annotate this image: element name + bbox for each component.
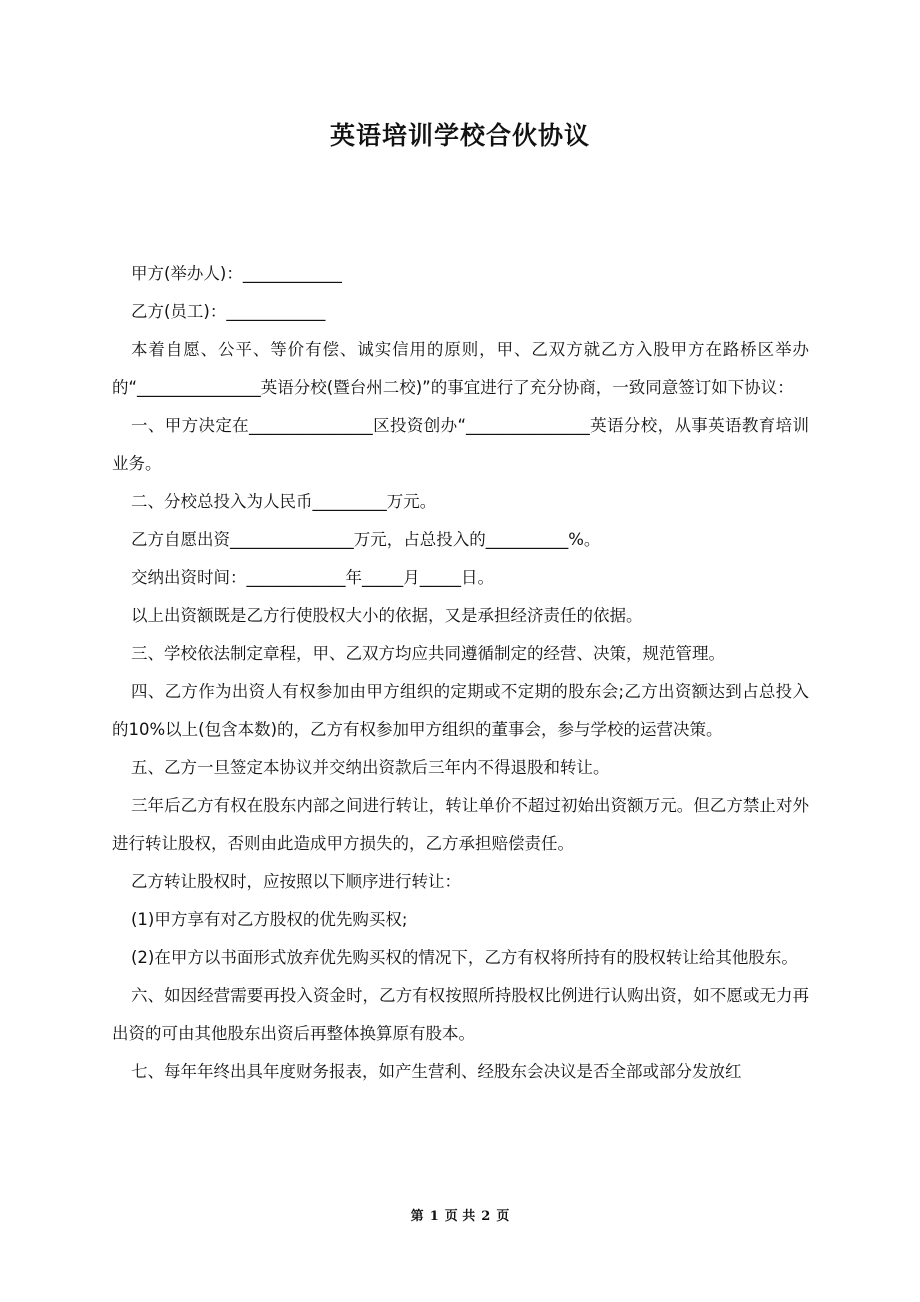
party-b-line: 乙方(员工)：____________ bbox=[131, 302, 326, 321]
clause-1: 一、甲方决定在_______________区投资创办“_______________英语分校，从事英语教育培训业务。 bbox=[112, 416, 809, 473]
clause-2-contribution: 乙方自愿出资_______________万元，占总投入的__________%。 bbox=[131, 530, 601, 549]
document-body bbox=[112, 255, 809, 1091]
document-title: 英语培训学校合伙协议 bbox=[329, 121, 590, 150]
footer-current-page: 1 bbox=[429, 1209, 439, 1224]
clause-2-payment-date: 交纳出资时间：____________年_____月_____日。 bbox=[131, 568, 494, 587]
clause-2: 二、分校总投入为人民币_________万元。 bbox=[131, 492, 437, 511]
clause-5-item-1: (1)甲方享有对乙方股权的优先购买权; bbox=[131, 910, 408, 929]
clause-6: 六、如因经营需要再投入资金时，乙方有权按照所持股权比例进行认购出资，如不愿或无力再出资的可由其他股东出资后再整体换算原有股本。 bbox=[112, 986, 809, 1043]
footer-total-pages: 2 bbox=[481, 1209, 491, 1224]
party-a-line: 甲方(举办人)：____________ bbox=[131, 264, 342, 283]
footer-middle: 页 共 bbox=[444, 1209, 476, 1224]
preamble-paragraph: 本着自愿、公平、等价有偿、诚实信用的原则，甲、乙双方就乙方入股甲方在路桥区举办的“_______________英语分校(暨台州二校)”的事宜进行了充分协商，一致同意签订如下协议： bbox=[112, 340, 809, 397]
clause-5-transfer: 三年后乙方有权在股东内部之间进行转让，转让单价不超过初始出资额万元。但乙方禁止对外进行转让股权，否则由此造成甲方损失的，乙方承担赔偿责任。 bbox=[112, 796, 809, 853]
page-footer bbox=[0, 1205, 920, 1224]
footer-suffix: 页 bbox=[496, 1209, 510, 1224]
clause-7: 七、每年年终出具年度财务报表，如产生营利、经股东会决议是否全部或部分发放红 bbox=[131, 1062, 742, 1081]
footer-prefix: 第 bbox=[410, 1209, 424, 1224]
clause-5-item-2: (2)在甲方以书面形式放弃优先购买权的情况下，乙方有权将所持有的股权转让给其他股东。 bbox=[131, 948, 798, 967]
clause-5-transfer-order: 乙方转让股权时，应按照以下顺序进行转让： bbox=[131, 872, 461, 891]
clause-3: 三、学校依法制定章程，甲、乙双方均应共同遵循制定的经营、决策，规范管理。 bbox=[131, 644, 725, 663]
clause-4: 四、乙方作为出资人有权参加由甲方组织的定期或不定期的股东会;乙方出资额达到占总投入的10%以上(包含本数)的，乙方有权参加甲方组织的董事会，参与学校的运营决策。 bbox=[112, 682, 809, 739]
clause-2-basis: 以上出资额既是乙方行使股权大小的依据，又是承担经济责任的依据。 bbox=[131, 606, 643, 625]
clause-5: 五、乙方一旦签定本协议并交纳出资款后三年内不得退股和转让。 bbox=[131, 758, 610, 777]
